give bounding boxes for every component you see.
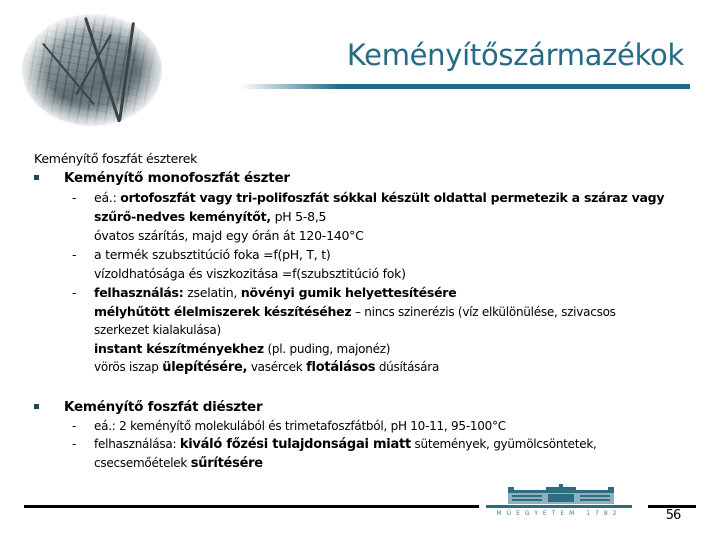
text-bold: szűrő-nedves keményítőt,: [94, 209, 271, 224]
list-item-heading: Keményítő monofoszfát észter: [64, 170, 290, 186]
sub-item-usage: [34, 283, 694, 377]
sub-item-substitution: [34, 245, 694, 283]
text-line: szerkezet kialakulása): [94, 323, 221, 337]
text-rest: zselatin,: [183, 285, 241, 300]
dash-bullet-icon: -: [72, 437, 77, 451]
sub-item-diester-usage: [34, 435, 694, 473]
dash-bullet-icon: -: [72, 419, 77, 433]
text-prefix: csecsemőételek: [94, 456, 191, 470]
text-bold: ülepítésére,: [162, 360, 248, 375]
text-bold: ortofoszfát vagy tri-polifoszfát sókkal készült oldattal permetezik a száraz vagy: [120, 190, 665, 205]
footer-rule: [24, 505, 479, 508]
dash-bullet-icon: -: [72, 190, 77, 205]
text-rest: sütemények, gyümölcsöntetek,: [410, 437, 597, 451]
sub-item-diester-preparation: [34, 417, 694, 435]
text-rest: pH 5-8,5: [270, 209, 327, 224]
text-bold: instant készítményekhez: [94, 341, 264, 356]
text-rest: – nincs szinerézis (víz elkülönülése, szivacsos: [351, 305, 616, 319]
text-rest: (pl. puding, majonéz): [263, 342, 391, 356]
section-title: Keményítő foszfát észterek: [34, 151, 198, 166]
text-prefix: eá.:: [94, 190, 121, 205]
text-bold: felhasználás:: [94, 285, 184, 300]
logo-text: MŰEGYETEM 1782: [496, 510, 622, 517]
list-item-diester: [34, 397, 694, 417]
text-bold: növényi gumik helyettesítésére: [240, 285, 457, 300]
logo-rule: [486, 505, 632, 508]
building-photo-icon: [22, 14, 162, 126]
text-line: óvatos szárítás, majd egy órán át 120-140°C: [94, 228, 364, 243]
dash-bullet-icon: -: [72, 285, 77, 300]
square-bullet-icon: [34, 404, 39, 409]
text-rest: vasércek: [247, 360, 307, 374]
text-prefix: felhasználása:: [94, 437, 180, 451]
text-rest: vörös iszap: [94, 360, 163, 374]
text-bold: sűrítésére: [190, 456, 263, 471]
dash-bullet-icon: -: [72, 247, 77, 262]
title-underline: [240, 84, 690, 89]
list-item-heading: Keményítő foszfát diészter: [64, 399, 263, 415]
university-building-logo-icon: [486, 484, 632, 524]
square-bullet-icon: [34, 175, 39, 180]
text-line: a termék szubsztitúció foka =f(pH, T, t): [94, 247, 331, 262]
text-bold: kiváló főzési tulajdonságai miatt: [179, 437, 411, 452]
list-item-monofoszfat: [34, 168, 694, 188]
slide-content: [34, 149, 694, 473]
page-title: Keményítőszármazékok: [346, 38, 684, 72]
text-bold: mélyhűtött élelmiszerek készítéséhez: [94, 304, 352, 319]
text-line: eá.: 2 keményítő molekulából és trimetafoszfátból, pH 10-11, 95-100°C: [94, 419, 506, 433]
sub-item-preparation: [34, 188, 694, 245]
text-bold: flotálásos: [306, 360, 376, 375]
text-line: vízoldhatósága és viszkozitása =f(szubsztitúció fok): [94, 266, 406, 281]
text-rest: dúsítására: [375, 360, 440, 374]
page-number: 56: [665, 508, 681, 523]
building-icon: [506, 484, 616, 504]
